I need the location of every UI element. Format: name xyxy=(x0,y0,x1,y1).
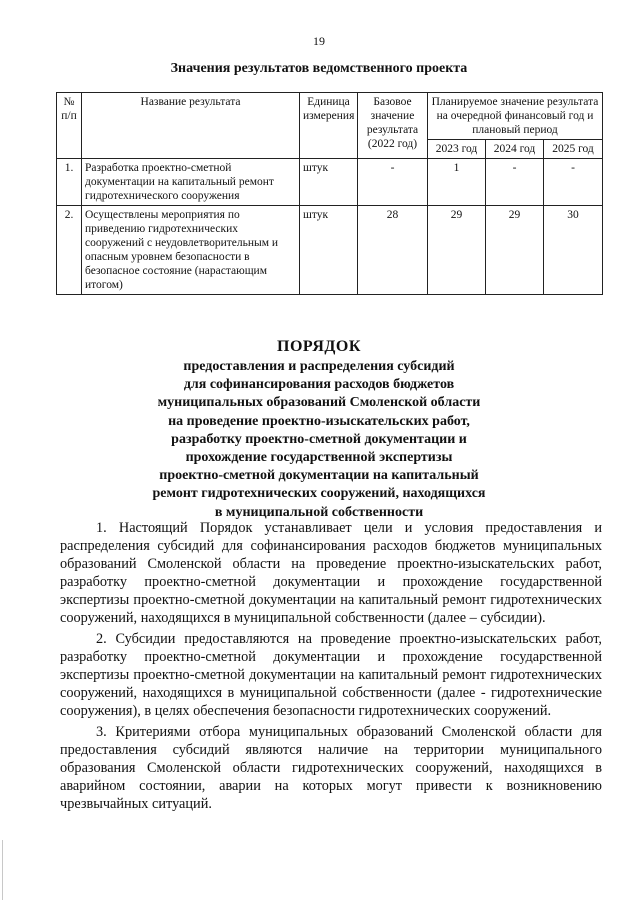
page-number: 19 xyxy=(313,34,325,48)
row-2024: 29 xyxy=(486,206,544,295)
header-base: Базовое значение результата (2022 год) xyxy=(358,93,428,159)
table-title: Значения результатов ведомственного проекта xyxy=(170,61,468,76)
header-year-2023: 2023 год xyxy=(428,140,486,159)
heading-line: муниципальных образований Смоленской области xyxy=(157,395,481,411)
row-name: Разработка проектно-сметной документации на капитальный ремонт гидротехнического сооружения xyxy=(82,159,300,206)
heading-line: прохождение государственной экспертизы xyxy=(185,450,453,466)
table-header-row xyxy=(57,93,603,140)
row-base: - xyxy=(358,159,428,206)
header-planned: Планируемое значение результата на очередной финансовый год и плановый период xyxy=(428,93,603,140)
heading-line: для софинансирования расходов бюджетов xyxy=(183,377,455,393)
row-2025: 30 xyxy=(544,206,603,295)
heading-line: в муниципальной собственности xyxy=(214,504,424,520)
row-unit: штук xyxy=(300,159,358,206)
header-unit: Единица измерения xyxy=(300,93,358,159)
heading-line: ремонт гидротехнических сооружений, находящихся xyxy=(152,486,486,502)
row-base: 28 xyxy=(358,206,428,295)
heading-line: предоставления и распределения субсидий xyxy=(183,359,455,374)
scan-edge-mark xyxy=(2,840,3,900)
table-row xyxy=(57,159,603,206)
heading-line: проектно-сметной документации на капитальный xyxy=(159,468,479,484)
header-year-2024: 2024 год xyxy=(486,140,544,159)
row-num: 2. xyxy=(57,206,82,295)
heading-line: на проведение проектно-изыскательских работ, xyxy=(168,413,470,429)
row-name: Осуществлены мероприятия по приведению гидротехнических сооружений с неудовлетворительным и опасным уровнем безопасности в безопасное состояние (нарастающим итогом) xyxy=(82,206,300,295)
table-row xyxy=(57,206,603,295)
document-heading xyxy=(0,336,638,522)
row-2025: - xyxy=(544,159,603,206)
header-name: Название результата xyxy=(82,93,300,159)
results-table xyxy=(56,92,603,295)
body-text xyxy=(60,519,602,816)
row-2024: - xyxy=(486,159,544,206)
heading-line: разработку проектно-сметной документации и xyxy=(171,431,467,447)
header-num: № п/п xyxy=(57,93,82,159)
header-year-2025: 2025 год xyxy=(544,140,603,159)
heading-title: ПОРЯДОК xyxy=(277,338,361,355)
paragraph: 3. Критериями отбора муниципальных образований Смоленской области для предоставления субсидий являются наличие на территории муниципального образования Смоленской области гидротехнических сооружений, находящихся в аварийном состоянии, аварии на которых могут привести к возникновению чрезвычайных ситуаций. xyxy=(60,724,602,812)
row-num: 1. xyxy=(57,159,82,206)
row-2023: 1 xyxy=(428,159,486,206)
paragraph: 2. Субсидии предоставляются на проведение проектно-изыскательских работ, разработку проектно-сметной документации и прохождение государственной экспертизы проектно-сметной документации на капитальный ремонт гидротехнических сооружений, находящихся в муниципальной собственности (далее - гидротехнические сооружения), в целях обеспечения безопасности гидротехнических сооружений. xyxy=(60,631,602,719)
row-unit: штук xyxy=(300,206,358,295)
row-2023: 29 xyxy=(428,206,486,295)
paragraph: 1. Настоящий Порядок устанавливает цели и условия предоставления и распределения субсидий для софинансирования расходов бюджетов муниципальных образований Смоленской области на проведение проектно-изыскательских работ, разработку проектно-сметной документации и прохождение государственной экспертизы проектно-сметной документации на капитальный ремонт гидротехнических сооружений, находящихся в муниципальной собственности (далее – субсидии). xyxy=(60,520,602,626)
